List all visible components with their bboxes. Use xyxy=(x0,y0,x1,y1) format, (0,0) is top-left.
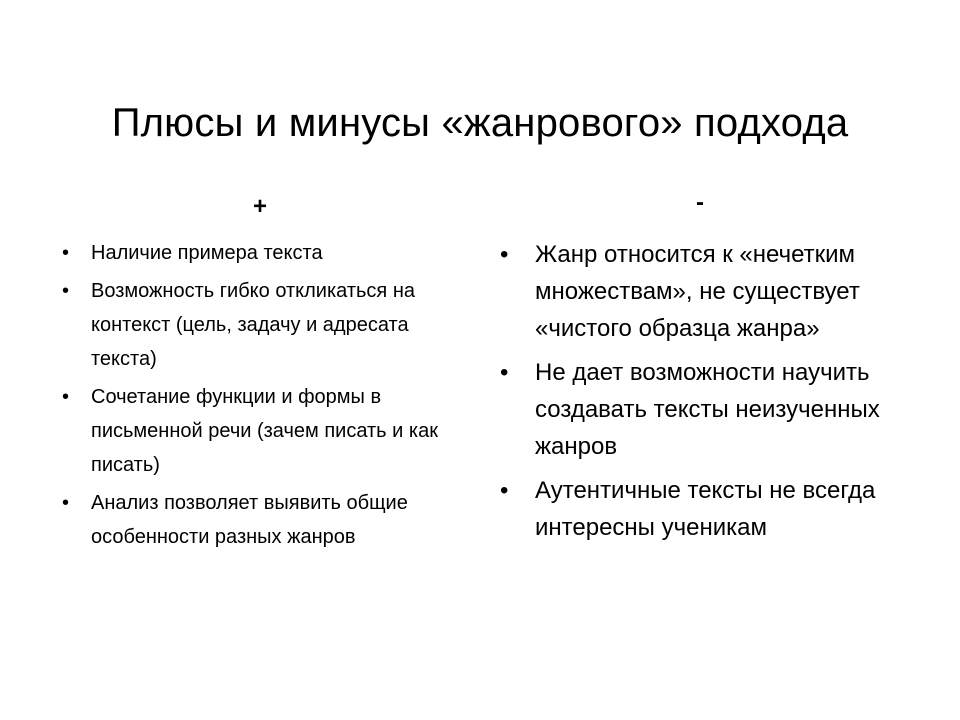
pros-item-text: Сочетание функции и формы в письменной речи (зачем писать и как писать) xyxy=(91,386,438,476)
pros-header: + xyxy=(252,193,267,220)
pros-item-text: Наличие примера текста xyxy=(91,242,323,264)
slide-title: Плюсы и минусы «жанрового» подхода xyxy=(111,100,849,145)
pros-item xyxy=(62,380,462,482)
bullet-icon: • xyxy=(62,386,70,408)
pros-item xyxy=(62,274,462,376)
pros-item xyxy=(62,236,462,270)
pros-list xyxy=(62,236,462,558)
pros-item xyxy=(62,486,462,554)
bullet-icon: • xyxy=(500,241,509,268)
bullet-icon: • xyxy=(62,492,70,514)
cons-item-text: Жанр относится к «нечетким множествам», не существует «чистого образца жанра» xyxy=(535,241,860,342)
bullet-icon: • xyxy=(62,242,70,264)
cons-header: - xyxy=(696,189,704,216)
cons-item xyxy=(500,354,910,465)
cons-list xyxy=(500,236,910,553)
cons-item-text: Не дает возможности научить создавать тексты неизученных жанров xyxy=(535,359,880,460)
pros-item-text: Анализ позволяет выявить общие особенности разных жанров xyxy=(91,492,408,548)
pros-item-text: Возможность гибко откликаться на контекст (цель, задачу и адресата текста) xyxy=(91,280,415,370)
cons-item xyxy=(500,472,910,546)
bullet-icon: • xyxy=(62,280,70,302)
bullet-icon: • xyxy=(500,359,509,386)
cons-item xyxy=(500,236,910,347)
cons-item-text: Аутентичные тексты не всегда интересны ученикам xyxy=(535,477,876,541)
bullet-icon: • xyxy=(500,477,509,504)
